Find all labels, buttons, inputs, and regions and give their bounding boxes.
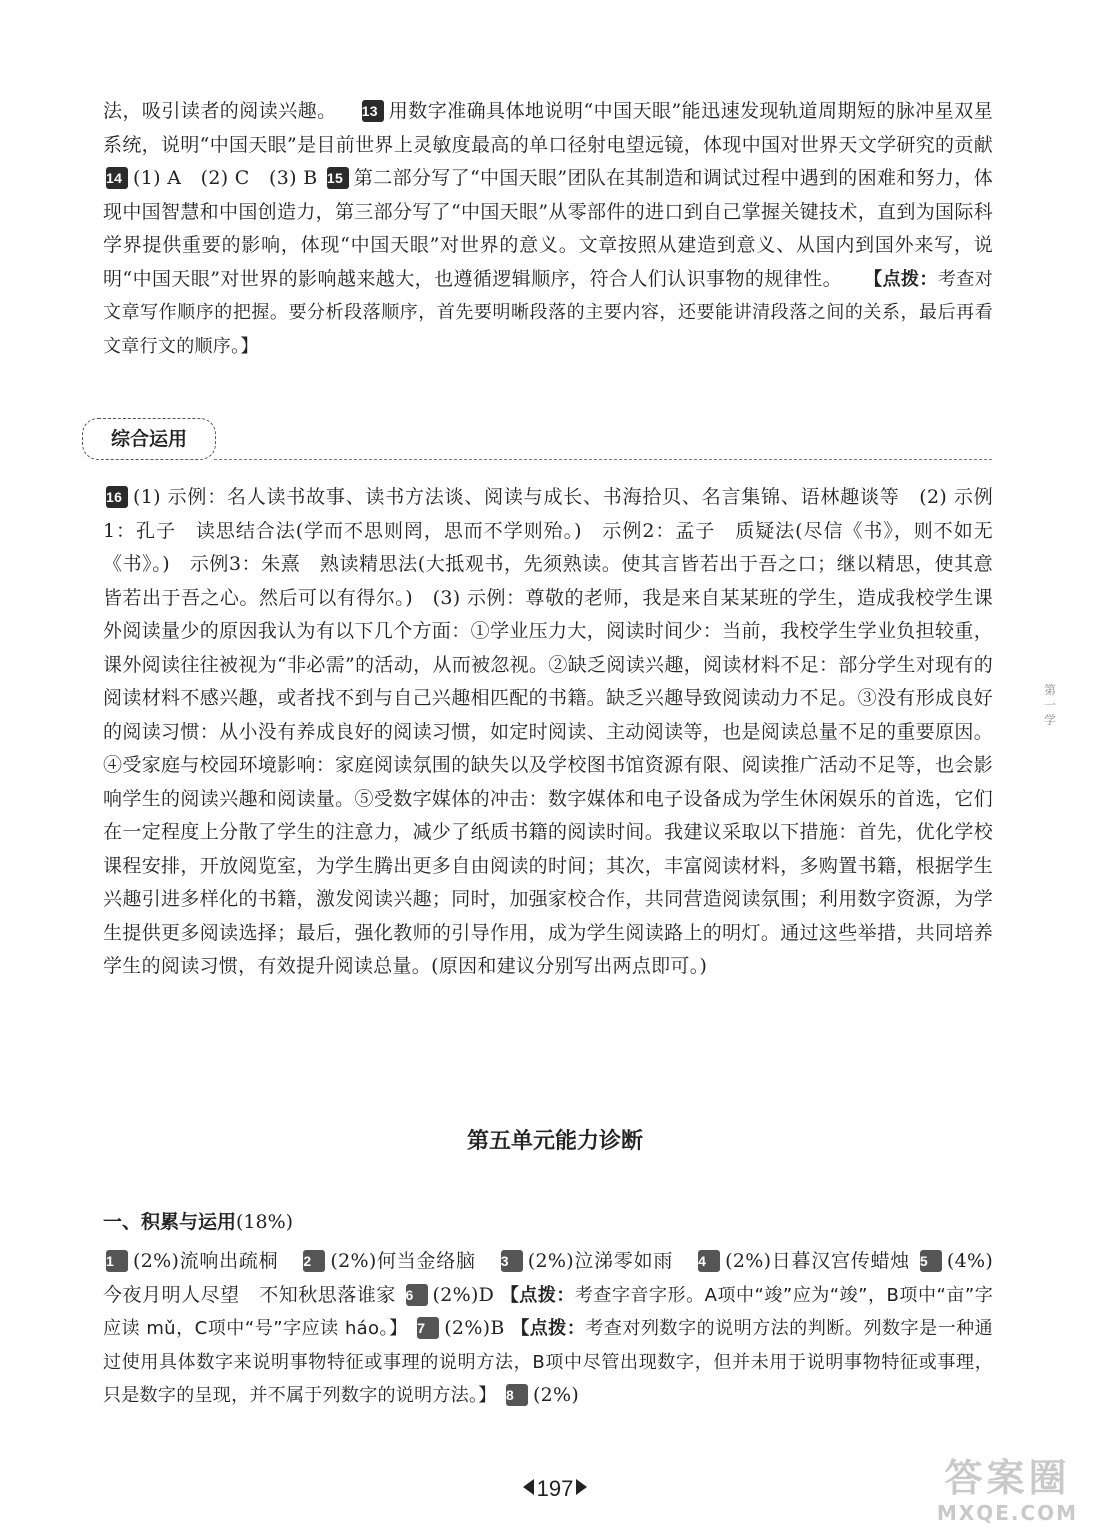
- tip-7-text: 考查对列数字的说明方法的判断。列数字是一种通过使用具体数字来说明事物特征或事理的说明方法，B项中尽管出现数字，但并未用于说明事物特征或事理，只是数字的呈现，并不属于列数字的说明方法。】: [103, 1318, 993, 1406]
- answer-8: (2%): [532, 1384, 580, 1406]
- tip-text: 考查对文章写作顺序的把握。要分析段落顺序，首先要明晰段落的主要内容，还要能讲清段落之间的关系，最后再看文章行文的顺序。】: [103, 268, 993, 357]
- question-number-3: 3: [501, 1250, 523, 1272]
- question-number-14: 14: [106, 167, 128, 189]
- answer-12-tail: 法，吸引读者的阅读兴趣。: [103, 100, 337, 122]
- unit-title: 第五单元能力诊断: [466, 1129, 643, 1154]
- question-number-16: 16: [106, 486, 128, 508]
- answers-block-13-15: [103, 95, 993, 363]
- page-next-triangle-icon: [576, 1479, 587, 1495]
- question-number-8: 8: [506, 1384, 528, 1406]
- section-tag-comprehensive: 综合运用: [82, 418, 216, 460]
- tip-6-text: 考查字音字形。A项中“竣”应为“竣”，B项中“亩”字应读 mǔ，C项中“号”字应读 háo。】: [103, 1284, 994, 1339]
- section-heading-accumulation: [103, 1207, 293, 1234]
- question-number-4: 4: [698, 1250, 720, 1272]
- answers-block-16: [103, 481, 993, 984]
- answer-15: 第二部分写了“中国天眼”团队在其制造和调试过程中遇到的困难和努力，体现中国智慧和中国创造力，第三部分写了“中国天眼”从零部件的进口到自己掌握关键技术，直到为国际科学界提供重要的影响，体现“中国天眼”对世界的意义。文章按照从建造到意义、从国内到国外来写，说明“中国天眼”对世界的影响越来越大，也遵循逻辑顺序，符合人们认识事物的规律性。: [103, 167, 993, 290]
- watermark-text-en: MXQE.COM: [936, 1501, 1079, 1525]
- question-number-15: 15: [327, 167, 349, 189]
- section-heading-percent: (18%): [236, 1211, 294, 1233]
- answer-16: (1) 示例：名人读书故事、读书方法谈、阅读与成长、书海拾贝、名言集锦、语林趣谈等 (2) 示例1：孔子 读思结合法(学而不思则罔，思而不学则殆。) 示例2：孟子 质疑法(尽信《书》，则不如无《书》。) 示例3：朱熹 熟读精思法(大抵观书，先须熟读。使其言皆若出于吾之口；继以精思，使其意皆若出于吾之心。然后可以有得尔。) (3) 示例：尊敬的老师，我是来自某某班的学生，造成我校学生课外阅读量少的原因我认为有以下几个方面：①学业压力大，阅读时间少：当前，我校学生学业负担较重，课外阅读往往被视为“非必需”的活动，从而被忽视。②缺乏阅读兴趣，阅读材料不足：部分学生对现有的阅读材料不感兴趣，或者找不到与自己兴趣相匹配的书籍。缺乏兴趣导致阅读动力不足。③没有形成良好的阅读习惯：从小没有养成良好的阅读习惯，如定时阅读、主动阅读等，也是阅读总量不足的重要原因。④受家庭与校园环境影响：家庭阅读氛围的缺失以及学校图书馆资源有限、阅读推广活动不足等，也会影响学生的阅读兴趣和阅读量。⑤受数字媒体的冲击：数字媒体和电子设备成为学生休闲娱乐的首选，它们在一定程度上分散了学生的注意力，减少了纸质书籍的阅读时间。我建议采取以下措施：首先，优化学校课程安排，开放阅览室，为学生腾出更多自由阅读的时间；其次，丰富阅读材料，多购置书籍，根据学生兴趣引进多样化的书籍，激发阅读兴趣；同时，加强家校合作，共同营造阅读氛围；利用数字资源，为学生提供更多阅读选择；最后，强化教师的引导作用，成为学生阅读路上的明灯。通过这些举措，共同培养学生的阅读习惯，有效提升阅读总量。(原因和建议分别写出两点即可。): [103, 486, 993, 977]
- answer-2: (2%)何当金络脑: [330, 1250, 476, 1272]
- answer-5: (4%)今夜月明人尽望 不知秋思落谁家: [103, 1250, 994, 1306]
- answer-13: 用数字准确具体地说明“中国天眼”能迅速发现轨道周期短的脉冲星双星系统，说明“中国天眼”是目前世界上灵敏度最高的单口径射电望远镜，体现中国对世界天文学研究的贡献: [103, 100, 993, 156]
- answer-7: (2%)B: [444, 1317, 505, 1339]
- tip-6-label: 【点拨：: [500, 1284, 575, 1306]
- answer-4: (2%)日暮汉宫传蜡烛: [725, 1250, 911, 1272]
- tip-7-label: 【点拨：: [511, 1318, 586, 1339]
- side-margin-mark: 第一学: [1043, 683, 1056, 727]
- section-divider: [214, 459, 992, 460]
- question-number-2: 2: [303, 1250, 325, 1272]
- question-number-6: 6: [406, 1284, 428, 1306]
- answer-14: (1) A (2) C (3) B: [133, 167, 318, 189]
- question-number-13: 13: [362, 100, 384, 122]
- answers-block-1-8: [103, 1245, 993, 1413]
- question-number-5: 5: [920, 1250, 942, 1272]
- answer-1: (2%)流响出疏桐: [133, 1250, 279, 1272]
- watermark-logo: [915, 1455, 1100, 1531]
- watermark-text-cn: 答案圈: [944, 1456, 1071, 1500]
- tip-label: 【点拨：: [864, 268, 938, 290]
- question-number-1: 1: [106, 1250, 128, 1272]
- page-number-value: 197: [536, 1476, 574, 1501]
- answer-3: (2%)泣涕零如雨: [527, 1250, 674, 1272]
- page-prev-triangle-icon: [523, 1479, 534, 1495]
- section-heading-label: 一、积累与运用: [103, 1211, 237, 1233]
- question-number-7: 7: [417, 1317, 439, 1339]
- answer-6: (2%)D: [432, 1283, 495, 1306]
